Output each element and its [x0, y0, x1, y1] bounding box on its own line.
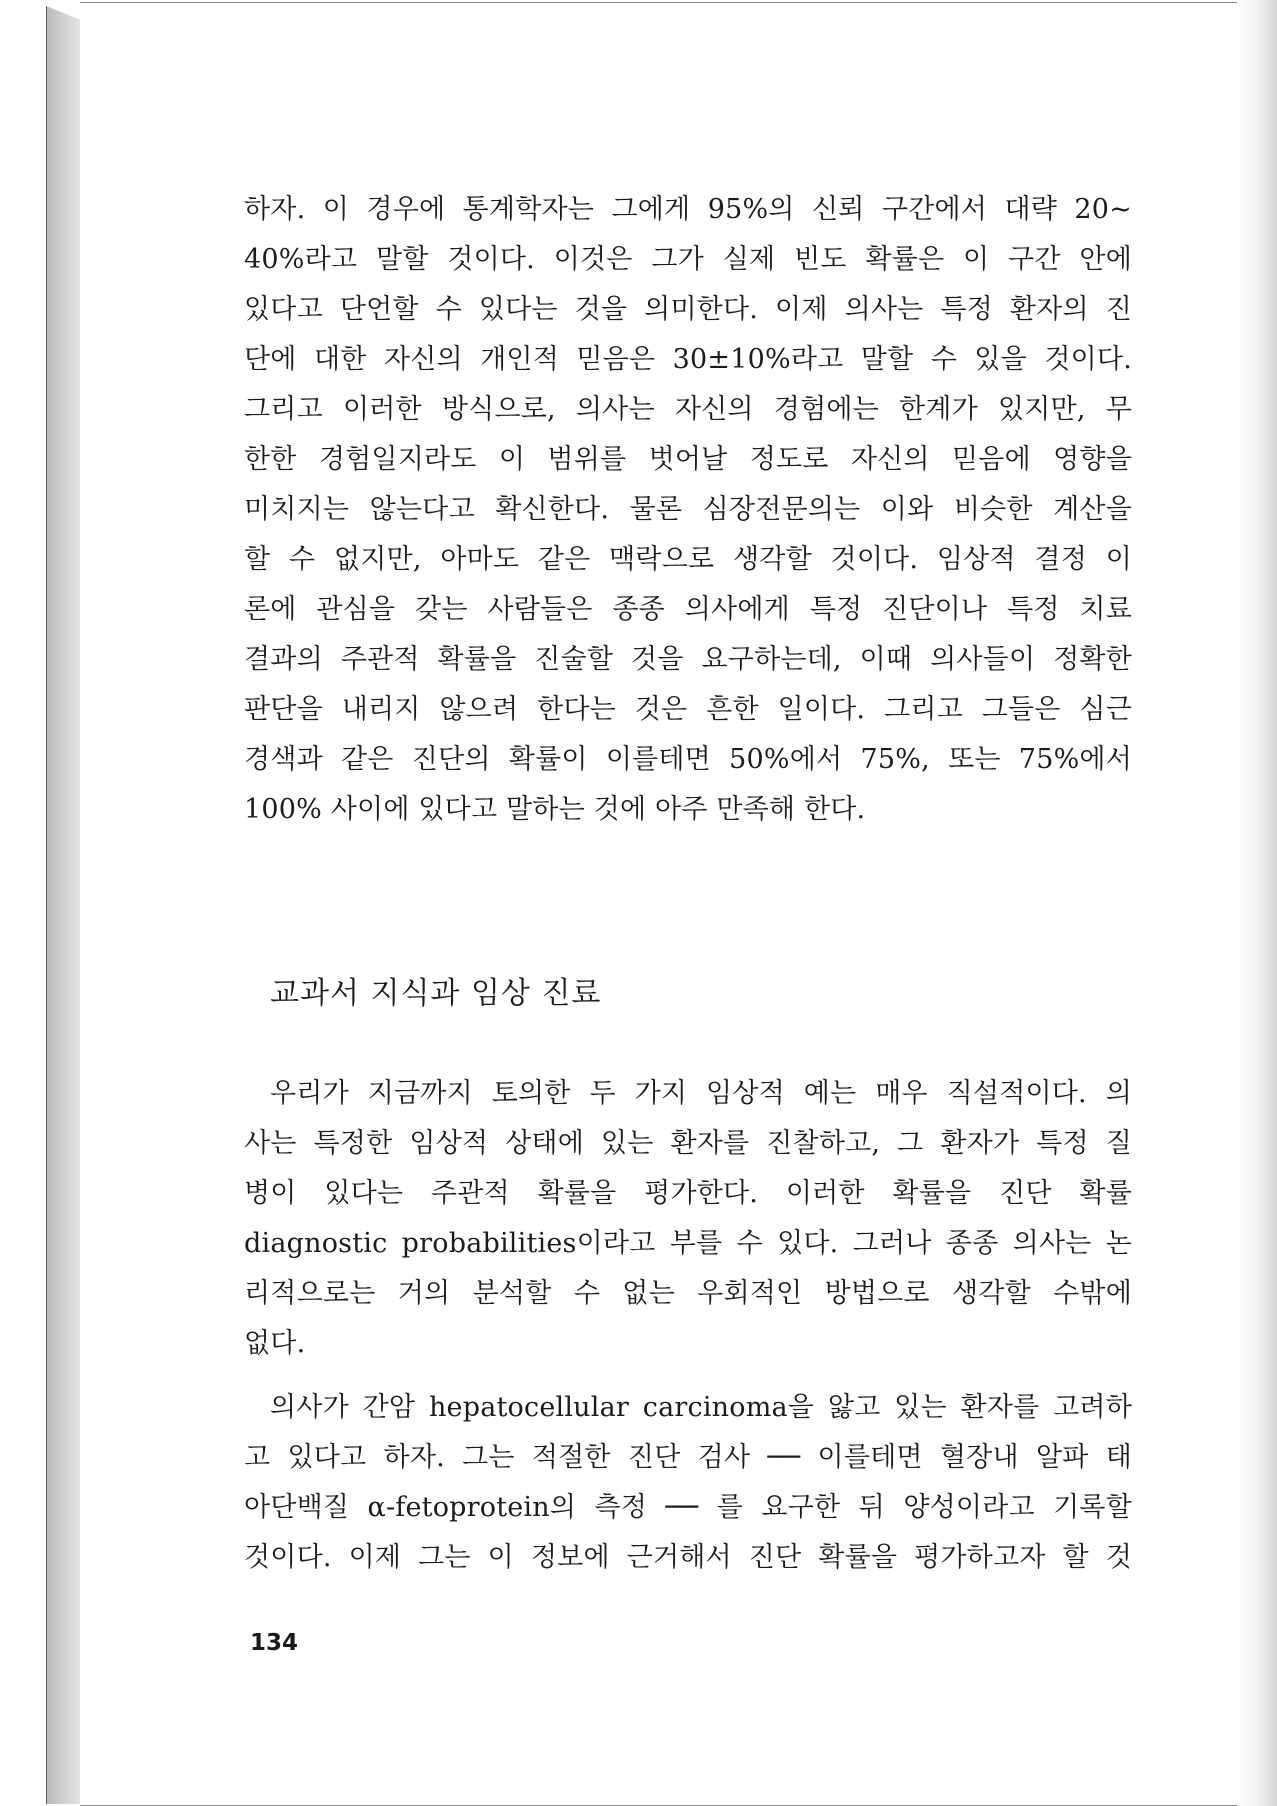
- text-line: 경색과 같은 진단의 확률이 이를테면 50%에서 75%, 또는 75%에서: [244, 744, 1132, 775]
- text-line: 하자. 이 경우에 통계학자는 그에게 95%의 신뢰 구간에서 대략 20~: [244, 194, 1132, 225]
- text-line: 판단을 내리지 않으려 한다는 것은 흔한 일이다. 그리고 그들은 심근: [244, 694, 1132, 725]
- text-line: 그리고 이러한 방식으로, 의사는 자신의 경험에는 한계가 있지만, 무: [244, 394, 1132, 425]
- text-line: 한한 경험일지라도 이 범위를 벗어날 정도로 자신의 믿음에 영향을: [244, 444, 1132, 475]
- text-line: 할 수 없지만, 아마도 같은 맥락으로 생각할 것이다. 임상적 결정 이: [244, 544, 1132, 575]
- text-line: 고 있다고 하자. 그는 적절한 진단 검사 ── 이를테면 혈장내 알파 태: [244, 1442, 1132, 1473]
- text-line: 리적으로는 거의 분석할 수 없는 우회적인 방법으로 생각할 수밖에: [244, 1278, 1132, 1309]
- section-heading: 교과서 지식과 임상 진료: [270, 976, 602, 1011]
- paragraph-3: [244, 1383, 1132, 1583]
- page-edge-shadow: [1237, 0, 1277, 1806]
- paragraph-1: [244, 185, 1132, 835]
- text-line: 의사가 간암 hepatocellular carcinoma을 앓고 있는 환자를 고려하: [270, 1392, 1132, 1423]
- text-line: 것이다. 이제 그는 이 정보에 근거해서 진단 확률을 평가하고자 할 것: [244, 1542, 1132, 1573]
- text-line: 단에 대한 자신의 개인적 믿음은 30±10%라고 말할 수 있을 것이다.: [244, 344, 1132, 375]
- text-line: diagnostic probabilities이라고 부를 수 있다. 그러나 종종 의사는 논: [244, 1228, 1132, 1259]
- text-line: 론에 관심을 갖는 사람들은 종종 의사에게 특정 진단이나 특정 치료: [244, 594, 1132, 625]
- page-number: 134: [250, 1630, 299, 1656]
- text-line: 있다고 단언할 수 있다는 것을 의미한다. 이제 의사는 특정 환자의 진: [244, 294, 1132, 325]
- text-line: 미치지는 않는다고 확신한다. 물론 심장전문의는 이와 비슷한 계산을: [244, 494, 1132, 525]
- text-line: 병이 있다는 주관적 확률을 평가한다. 이러한 확률을 진단 확률: [244, 1178, 1132, 1209]
- text-line: 아단백질 α-fetoprotein의 측정 ── 를 요구한 뒤 양성이라고 기록할: [244, 1492, 1132, 1523]
- text-line: 100% 사이에 있다고 말하는 것에 아주 만족해 한다.: [244, 794, 866, 825]
- text-line: 40%라고 말할 것이다. 이것은 그가 실제 빈도 확률은 이 구간 안에: [244, 244, 1132, 275]
- paragraph-2: [244, 1069, 1132, 1369]
- book-spine: [46, 6, 81, 1804]
- text-line: 사는 특정한 임상적 상태에 있는 환자를 진찰하고, 그 환자가 특정 질: [244, 1128, 1132, 1159]
- text-line: 없다.: [244, 1328, 306, 1359]
- text-line: 결과의 주관적 확률을 진술할 것을 요구하는데, 이때 의사들이 정확한: [244, 644, 1132, 675]
- text-line: 우리가 지금까지 토의한 두 가지 임상적 예는 매우 직설적이다. 의: [270, 1078, 1132, 1109]
